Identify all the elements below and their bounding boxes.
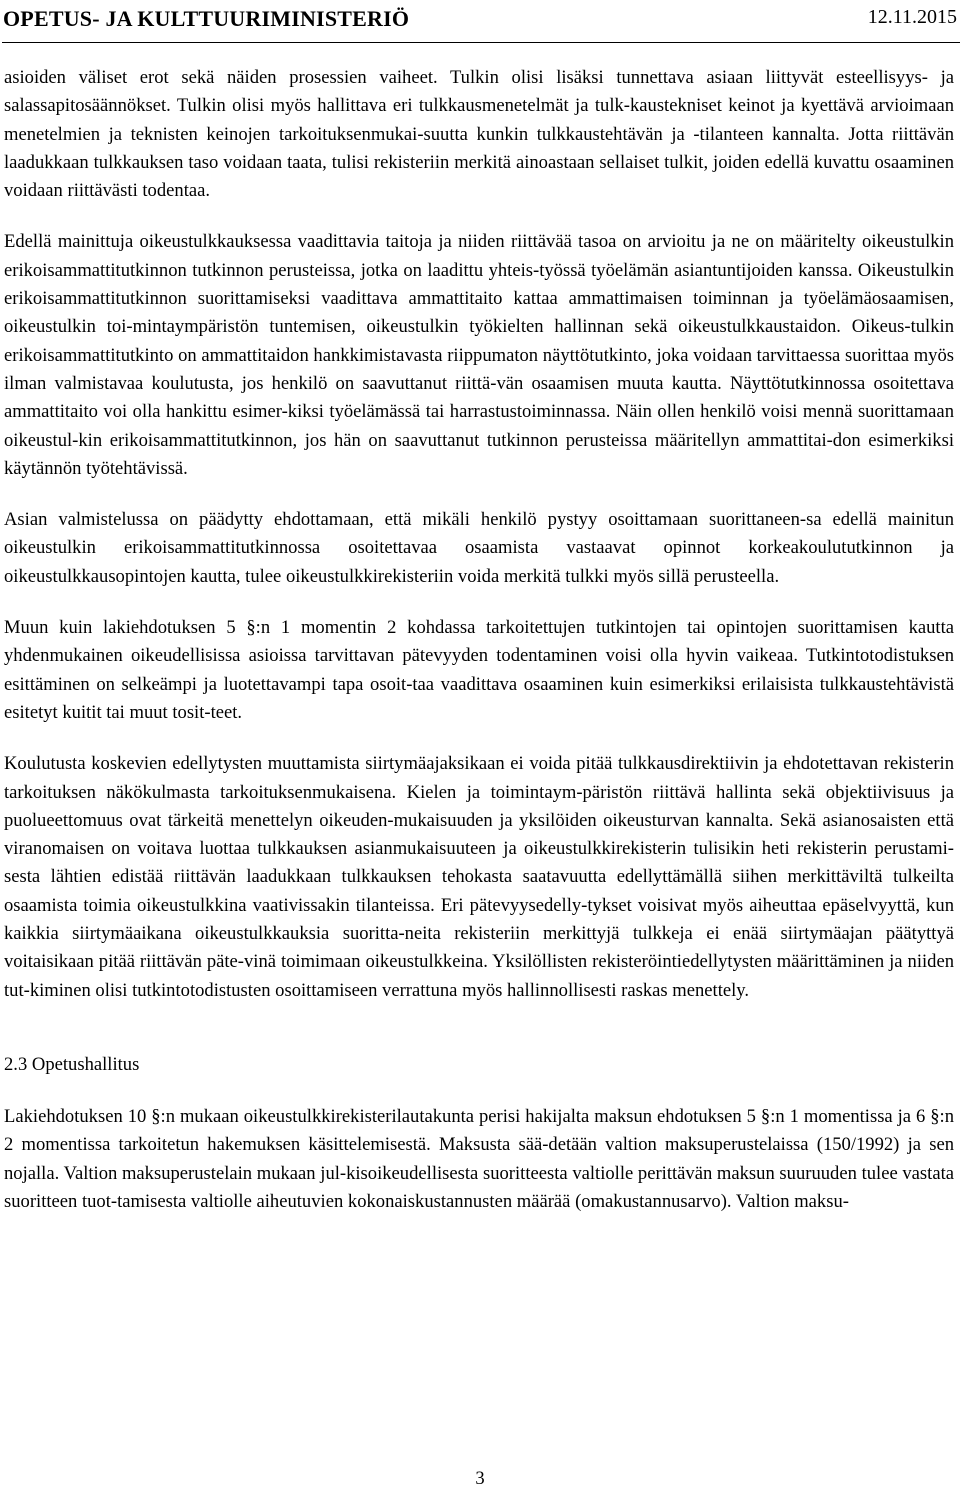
paragraph-4: Muun kuin lakiehdotuksen 5 §:n 1 momentin 2 kohdassa tarkoitettujen tutkintojen tai opintojen suorittamisen kautta yhdenmukainen oikeudellisissa asioissa tarvittavan pätevyyden todentaminen voisi olla hyvin vaikeaa. Tutkintotodistuksen esittäminen on selkeämpi ja luotettavampi tapa osoit-taa vaadittava osaaminen kuin esimerkiksi erilaisista tulkkaustehtävistä esitetyt kuitit tai muut tosit-teet. bbox=[4, 617, 954, 723]
section-heading: 2.3 Opetushallitus bbox=[4, 1053, 140, 1075]
paragraph-1: asioiden väliset erot sekä näiden prosessien vaiheet. Tulkin olisi lisäksi tunnettava asiaan liittyvät esteellisyys- ja salassapitosäännökset. Tulkin olisi myös hallittava eri tulkkausmenetelmät ja tulk-kaustekniset keinot ja kyettävä arvioimaan menetelmien ja teknisten keinojen tarkoituksenmukai-suutta kunkin tulkkaustehtävän ja -tilanteen kannalta. Jotta riittävän laadukkaan tulkkauksen taso voidaan taata, tulisi rekisteriin merkitä ainoastaan sellaiset tulkit, joiden edellä kuvattu osaaminen voidaan riittävästi todentaa. bbox=[4, 67, 954, 202]
document-body bbox=[4, 64, 954, 1216]
page-number: 3 bbox=[475, 1468, 485, 1489]
paragraph-5: Koulutusta koskevien edellytysten muuttamista siirtymäajaksikaan ei voida pitää tulkkausdirektiivin ja ehdotettavan rekisterin tarkoituksen näkökulmasta tarkoituksenmukaisena. Kielen ja toimintaym-päristön riittävä hallinta sekä objektiivisuus ja puolueettomuus ovat tärkeitä menettelyn oikeuden-mukaisuuden ja yksilöiden oikeusturvan kannalta. Sekä asianosaisten että viranomaisen on voitava luottaa tulkkauksen asianmukaisuuteen ja oikeustulkkirekisterin tulisikin heti rekisterin perustami-sesta lähtien edistää riittävän laadukkaan tulkkauksen tehokasta saatavuutta edellyttämällä siihen merkittäviltä tulkeilta osaamista toimia oikeustulkkina vaativissakin tilanteissa. Eri pätevyysedelly-tykset voisivat myös aiheuttaa epäselvyyttä, kun kaikkia siirtymäaikana oikeustulkkauksia suoritta-neita rekisteriin merkittyjä tulkkeja ei enää siirtymäajan päätyttyä voitaisikaan pitää riittävän päte-vinä toimimaan oikeustulkkeina. Yksilöllisten rekisteröintiedellytysten määrittäminen ja niiden tut-kiminen olisi tutkintotodistusten osoittamiseen verrattuna myös hallinnollisesti raskas menettely. bbox=[4, 753, 954, 1001]
header-date: 12.11.2015 bbox=[867, 6, 957, 28]
page-header bbox=[0, 6, 960, 36]
header-divider bbox=[2, 42, 960, 43]
paragraph-2: Edellä mainittuja oikeustulkkauksessa vaadittavia taitoja ja niiden riittävää tasoa on arvioitu ja ne on määritelty oikeustulkin erikoisammattitutkinnon tutkinnon perusteissa, jotka on laadittu yhteis-työssä työelämän asiantuntijoiden kanssa. Oikeustulkin erikoisammattitutkinnon suorittamiseksi vaadittava ammattitaito kattaa ammattimaisen toiminnan ja työelämäosaamisen, oikeustulkin toi-mintaympäristön tuntemisen, oikeustulkin työkielten hallinnan sekä oikeustulkkaustaidon. Oikeus-tulkin erikoisammattitutkinto on ammattitaidon hankkimistavasta riippumaton näyttötutkinto, joka voidaan tarvittaessa suorittaa myös ilman valmistavaa koulutusta, jos henkilö on saavuttanut riittä-vän osaamisen muuta kautta. Näyttötutkinnossa osoitettava ammattitaito voi olla hankittu esimer-kiksi työelämässä tai harrastustoiminnassa. Näin ollen henkilö voisi mennä suorittamaan oikeustul-kin erikoisammattitutkinnon, jos hän on saavuttanut tutkinnon perusteissa määritellyn ammattitai-don esimerkiksi käytännön työtehtävissä. bbox=[4, 231, 954, 479]
section-paragraph: Lakiehdotuksen 10 §:n mukaan oikeustulkkirekisterilautakunta perisi hakijalta maksun ehdotuksen 5 §:n 1 momentissa ja 6 §:n 2 momentissa tarkoitetun hakemuksen käsittelemisestä. Maksusta sää-detään valtion maksuperustelaissa (150/1992) ja sen nojalla. Valtion maksuperustelain mukaan jul-kisoikeudellisesta suoritteesta valtiolle perittävän maksun suuruuden tulee vastata suoritteen tuot-tamisesta valtiolle aiheutuvien kokonaiskustannusten määrää (omakustannusarvo). Valtion maksu- bbox=[4, 1105, 954, 1212]
header-organization: OPETUS- JA KULTTUURIMINISTERIÖ bbox=[3, 6, 410, 31]
paragraph-3: Asian valmistelussa on päädytty ehdottamaan, että mikäli henkilö pystyy osoittamaan suorittaneen-sa edellä mainitun oikeustulkin erikoisammattitutkinnossa osoitettavaa osaamista vastaavat opinnot korkeakoulututkinnon ja oikeustulkkausopintojen kautta, tulee oikeustulkkirekisteriin voida merkitä tulkki myös sillä perusteella. bbox=[4, 509, 954, 587]
